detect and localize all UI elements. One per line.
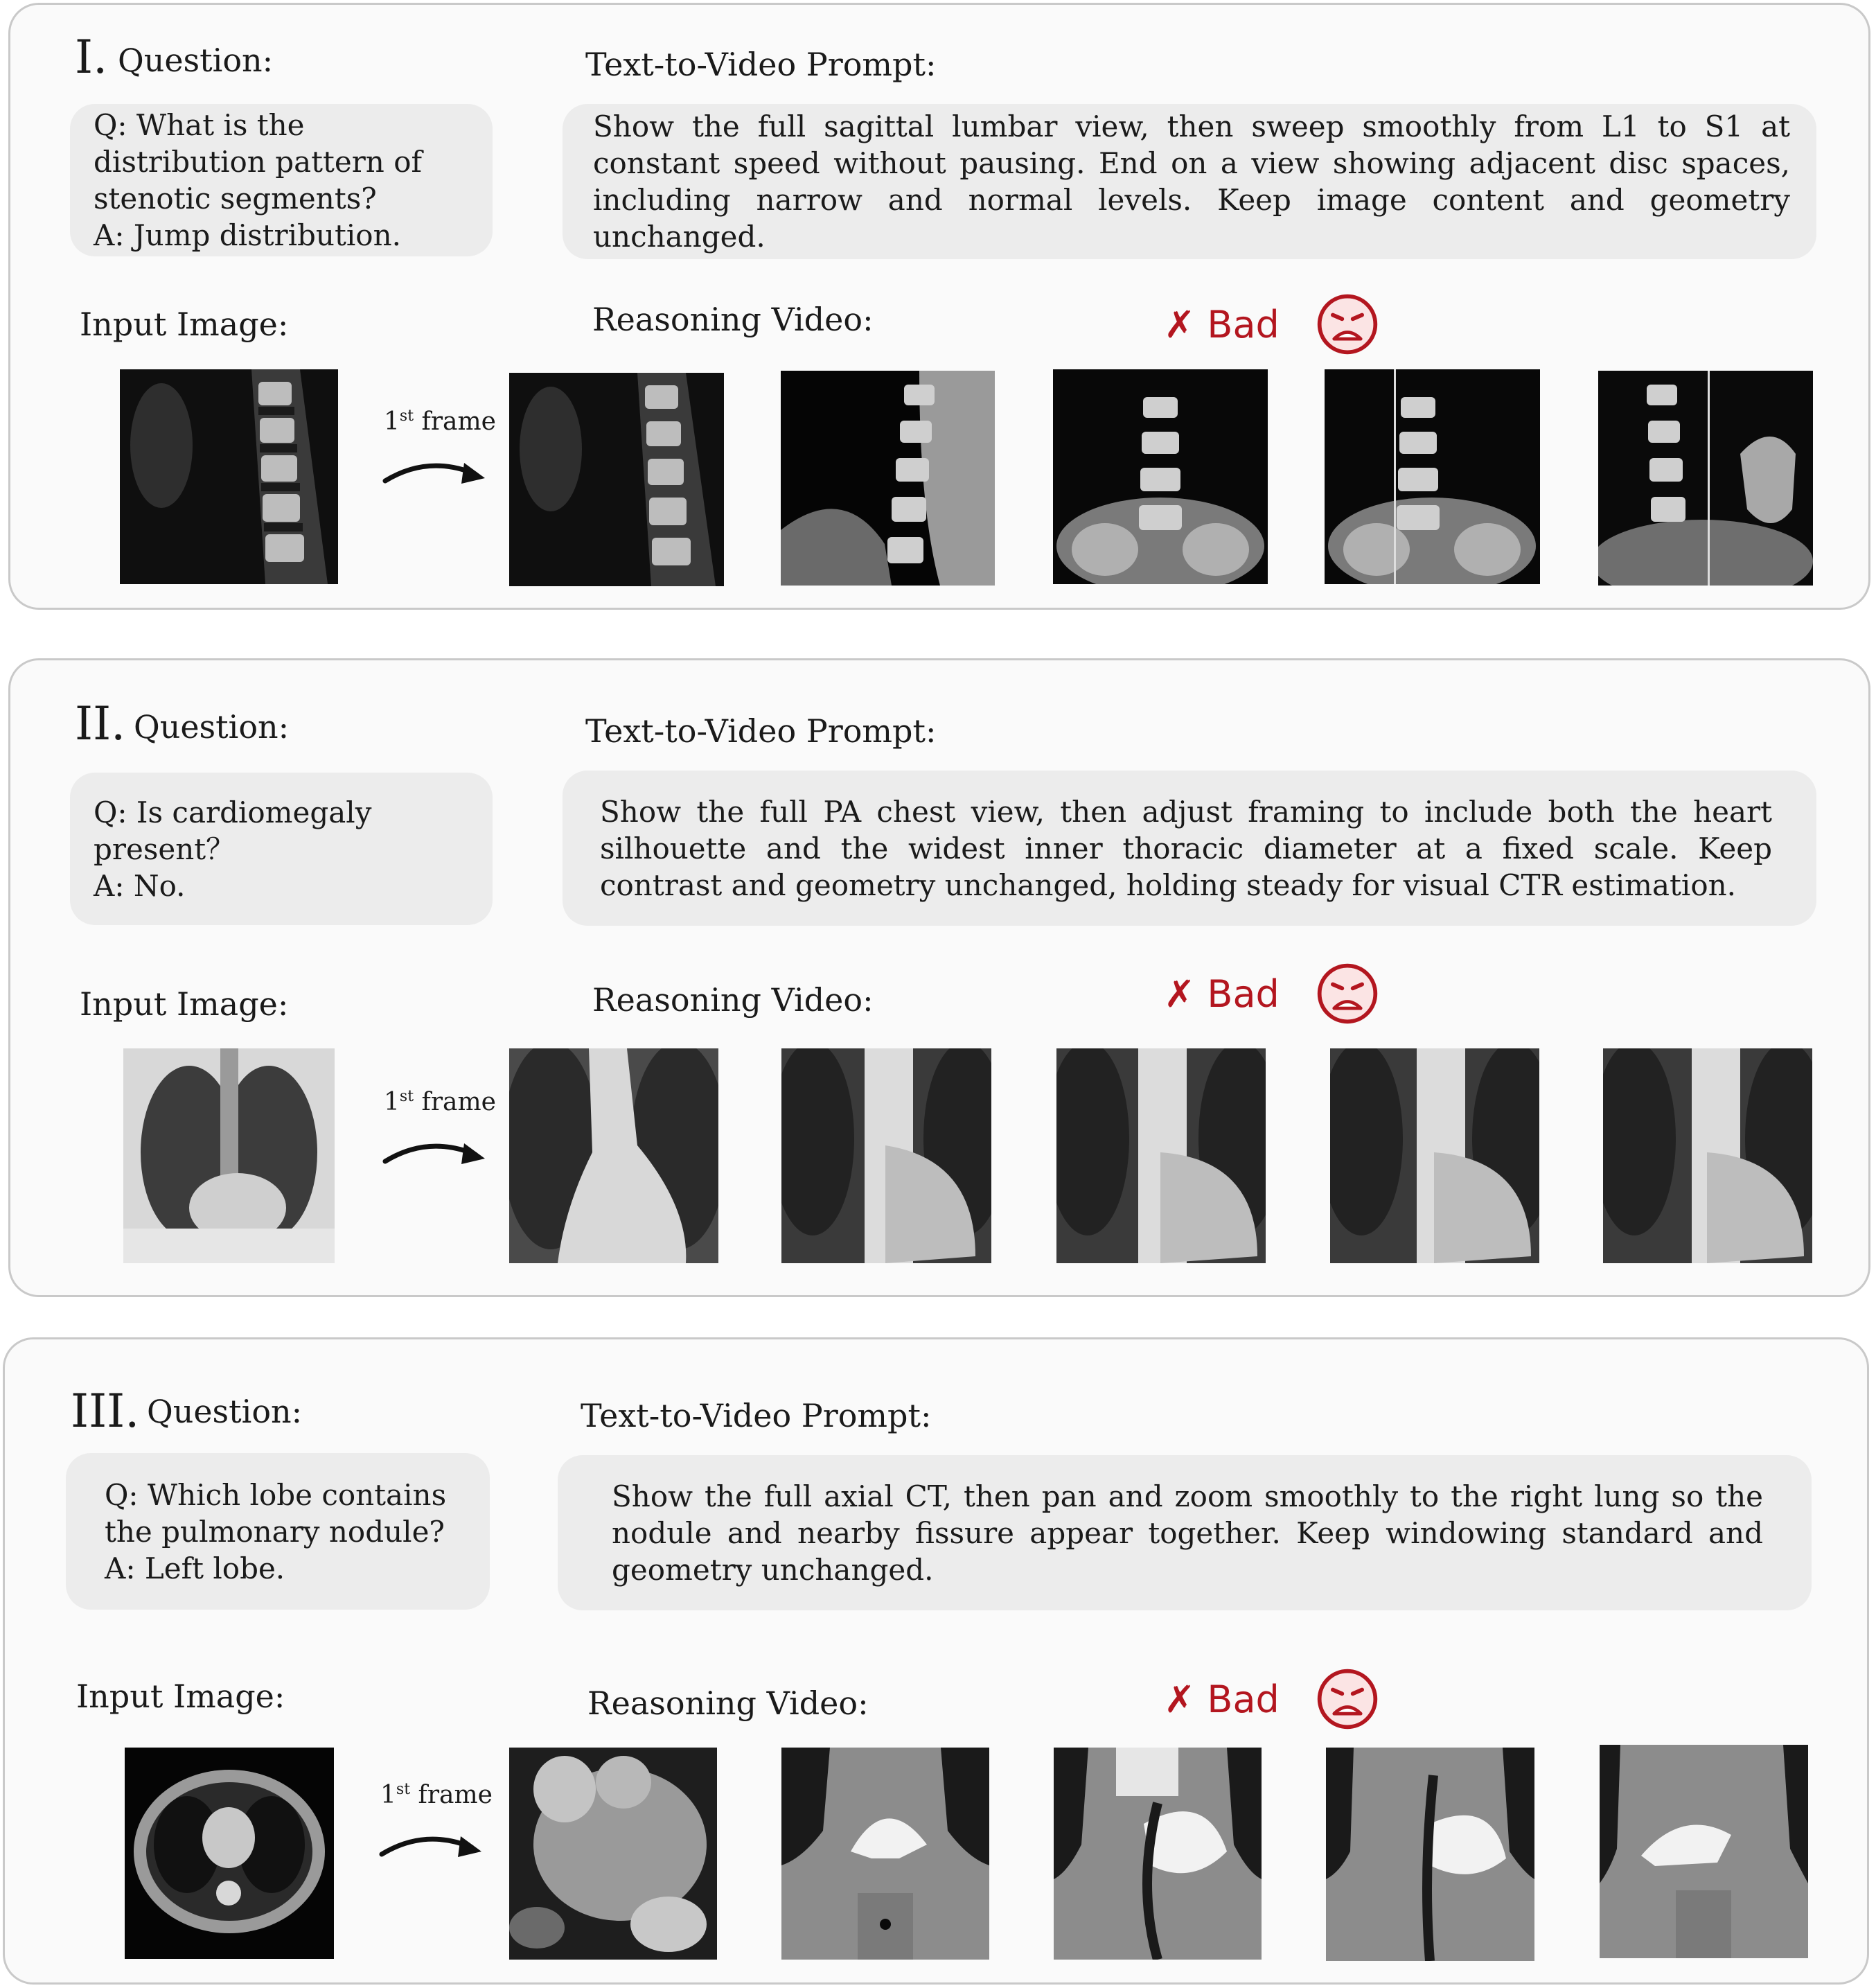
answer-text: A: Left lobe. bbox=[105, 1551, 285, 1585]
qa-box bbox=[70, 104, 493, 256]
video-frame bbox=[1330, 1048, 1539, 1263]
first-frame-caption: 1st frame bbox=[384, 1088, 496, 1116]
video-frame bbox=[509, 373, 724, 586]
prompt-box bbox=[563, 104, 1816, 259]
prompt-box bbox=[558, 1455, 1812, 1610]
input-image bbox=[123, 1048, 335, 1263]
qa-box bbox=[70, 773, 493, 925]
bad-verdict: ✗ Bad bbox=[1164, 972, 1280, 1016]
input-image-label: Input Image: bbox=[76, 1678, 285, 1715]
first-frame-caption: 1st frame bbox=[380, 1781, 493, 1809]
first-frame-arrow bbox=[376, 1781, 493, 1885]
bad-verdict: ✗ Bad bbox=[1164, 1678, 1280, 1721]
video-frame bbox=[1325, 369, 1540, 584]
qa-box bbox=[66, 1453, 490, 1610]
case-numeral: I. bbox=[75, 30, 108, 84]
input-image bbox=[125, 1748, 334, 1959]
video-frame bbox=[1053, 369, 1268, 584]
case-numeral: III. bbox=[71, 1384, 140, 1438]
question-label: Question: bbox=[147, 1393, 303, 1430]
prompt-text: Show the full sagittal lumbar view, then sweep smoothly from L1 to S1 at constant speed without pausing. End on a view showing adjacent disc spaces, including narrow and normal levels. Keep image content and geometry unchanged. bbox=[593, 109, 1790, 254]
prompt-label: Text-to-Video Prompt: bbox=[581, 1397, 932, 1434]
question-text: Q: Which lobe contains the pulmonary nodule? bbox=[105, 1477, 447, 1549]
prompt-label: Text-to-Video Prompt: bbox=[585, 712, 937, 750]
reasoning-video-label: Reasoning Video: bbox=[587, 1684, 869, 1722]
first-frame-caption: 1st frame bbox=[384, 407, 496, 436]
reasoning-video-label: Reasoning Video: bbox=[592, 981, 874, 1019]
case-numeral: II. bbox=[75, 697, 126, 750]
prompt-label: Text-to-Video Prompt: bbox=[585, 46, 937, 83]
curved-arrow-icon bbox=[380, 452, 490, 493]
video-frame bbox=[1056, 1048, 1266, 1263]
video-frame bbox=[1598, 371, 1813, 586]
reasoning-video-label: Reasoning Video: bbox=[592, 301, 874, 338]
question-text: Q: What is the distribution pattern of stenotic segments? bbox=[94, 108, 423, 215]
prompt-text: Show the full axial CT, then pan and zoom smoothly to the right lung so the nodule and nearby fissure appear together. Keep windowing standard and geometry unchanged. bbox=[612, 1479, 1763, 1587]
question-label: Question: bbox=[134, 708, 290, 746]
video-frame bbox=[509, 1748, 717, 1960]
input-image bbox=[120, 369, 338, 584]
input-image-label: Input Image: bbox=[80, 985, 289, 1023]
answer-text: A: No. bbox=[94, 868, 186, 903]
curved-arrow-icon bbox=[376, 1825, 487, 1867]
first-frame-arrow bbox=[380, 407, 496, 511]
question-text: Q: Is cardiomegaly present？ bbox=[94, 795, 372, 866]
video-frame bbox=[1600, 1745, 1808, 1958]
video-frame bbox=[781, 371, 995, 586]
video-frame bbox=[1326, 1748, 1534, 1961]
input-image-label: Input Image: bbox=[80, 306, 289, 343]
prompt-box bbox=[563, 771, 1816, 926]
first-frame-arrow bbox=[380, 1088, 496, 1192]
video-frame bbox=[781, 1048, 991, 1263]
frowning-face-icon bbox=[1314, 1666, 1381, 1732]
bad-verdict: ✗ Bad bbox=[1164, 303, 1280, 346]
video-frame bbox=[781, 1748, 989, 1960]
curved-arrow-icon bbox=[380, 1132, 490, 1174]
video-frame bbox=[509, 1048, 718, 1263]
frowning-face-icon bbox=[1314, 291, 1381, 358]
frowning-face-icon bbox=[1314, 960, 1381, 1027]
prompt-text: Show the full PA chest view, then adjust framing to include both the heart silhouette and the widest inner thoracic diameter at a fixed scale. Keep contrast and geometry unchanged, holding steady for visual CTR estimation. bbox=[600, 794, 1772, 902]
question-label: Question: bbox=[118, 42, 274, 79]
video-frame bbox=[1054, 1748, 1262, 1960]
answer-text: A: Jump distribution. bbox=[94, 218, 401, 252]
video-frame bbox=[1603, 1048, 1812, 1263]
